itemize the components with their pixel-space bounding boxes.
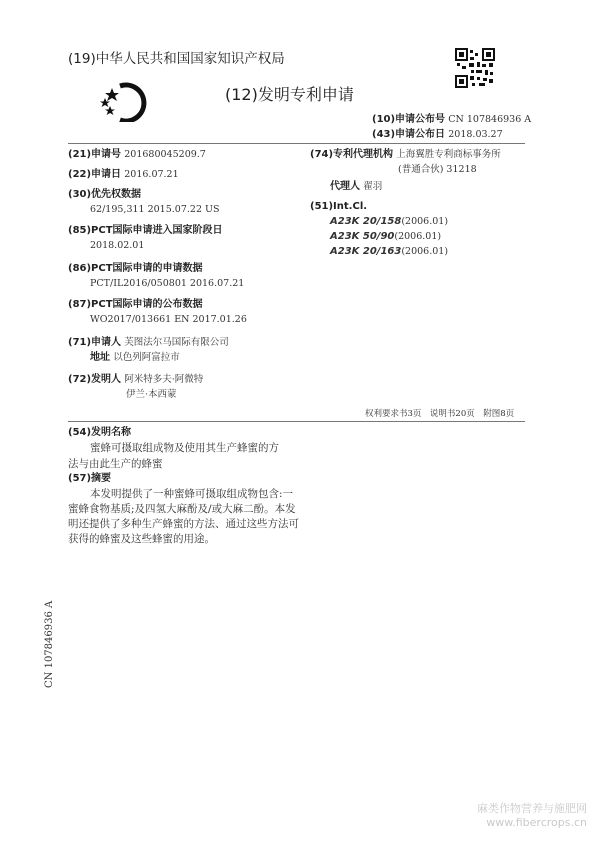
ipc-year: (2006.01) — [394, 231, 442, 242]
pct-app-value: PCT/IL2016/050801 2016.07.21 — [90, 278, 245, 289]
priority-value: 62/195,311 2015.07.22 US — [90, 204, 220, 215]
priority-label: (30)优先权数据 — [68, 189, 142, 200]
watermark-line-2: www.fibercrops.cn — [486, 816, 587, 829]
document-type: (12)发明专利申请 — [225, 85, 354, 104]
watermark-line-1: 麻类作物营养与施肥网 — [477, 802, 587, 815]
ipc-row — [330, 230, 441, 243]
ipc-row — [330, 245, 448, 258]
app-date-value: 2016.07.21 — [124, 169, 179, 180]
ipc-year: (2006.01) — [401, 216, 449, 227]
pct-entry-value: 2018.02.01 — [90, 240, 145, 251]
pct-pub-value: WO2017/013661 EN 2017.01.26 — [90, 314, 247, 325]
applicant-label: (71)申请人 — [68, 337, 122, 348]
office-name: (19)中华人民共和国国家知识产权局 — [68, 51, 285, 67]
inventor-value-2: 伊兰·本西蒙 — [126, 389, 177, 400]
applicant-value: 芙图法尔马国际有限公司 — [124, 337, 229, 348]
ipc-code: A23K 20/158 — [330, 216, 402, 227]
agency-label: (74)专利代理机构 — [310, 149, 394, 160]
pub-no-value: CN 107846936 A — [448, 114, 532, 125]
abstract-label: (57)摘要 — [68, 473, 112, 484]
address-label: 地址 — [90, 352, 110, 363]
invention-title-line-1: 蜜蜂可摄取组成物及使用其生产蜂蜜的方 — [90, 442, 279, 454]
address-value: 以色列阿富拉市 — [113, 352, 180, 363]
inventor-label: (72)发明人 — [68, 374, 122, 385]
pub-date-label: (43)申请公布日 — [372, 129, 446, 140]
invention-title-line-2: 法与由此生产的蜂蜜 — [68, 458, 163, 470]
pages-note: 权利要求书3页 说明书20页 附图8页 — [365, 409, 515, 419]
inventor-value-1: 阿米特多夫·阿微特 — [124, 374, 204, 385]
title-label: (54)发明名称 — [68, 427, 132, 438]
ipc-code: A23K 20/163 — [330, 246, 402, 257]
watermark — [477, 802, 587, 830]
agency-value-2: (普通合伙) 31218 — [398, 164, 477, 175]
pct-pub-label: (87)PCT国际申请的公布数据 — [68, 299, 203, 310]
ipc-row — [330, 215, 448, 228]
cnipa-logo-icon — [98, 82, 154, 126]
pub-no-label: (10)申请公布号 — [372, 114, 446, 125]
ipc-code: A23K 50/90 — [330, 231, 395, 242]
intcl-label: (51)Int.Cl. — [310, 201, 368, 212]
ipc-year: (2006.01) — [401, 246, 449, 257]
agency-value-1: 上海翼胜专利商标事务所 — [396, 149, 501, 160]
pct-app-label: (86)PCT国际申请的申请数据 — [68, 263, 203, 274]
app-no-label: (21)申请号 — [68, 149, 122, 160]
header-divider — [68, 143, 525, 144]
agent-value: 翟羽 — [363, 181, 383, 192]
app-no-value: 201680045209.7 — [124, 149, 206, 160]
side-publication-code: CN 107846936 A — [44, 600, 55, 688]
pub-date-value: 2018.03.27 — [448, 129, 503, 140]
section-divider — [68, 421, 525, 422]
qr-code-icon — [455, 48, 495, 92]
abstract-text: 本发明提供了一种蜜蜂可摄取组成物包含:一蜜蜂食物基质;及四氢大麻酚及/或大麻二酚。本发明还提供了多种生产蜂蜜的方法、通过这些方法可获得的蜂蜜及这些蜂蜜的用途。 — [68, 488, 299, 545]
agent-label: 代理人 — [330, 181, 360, 192]
app-date-label: (22)申请日 — [68, 169, 122, 180]
pct-entry-label: (85)PCT国际申请进入国家阶段日 — [68, 225, 223, 236]
